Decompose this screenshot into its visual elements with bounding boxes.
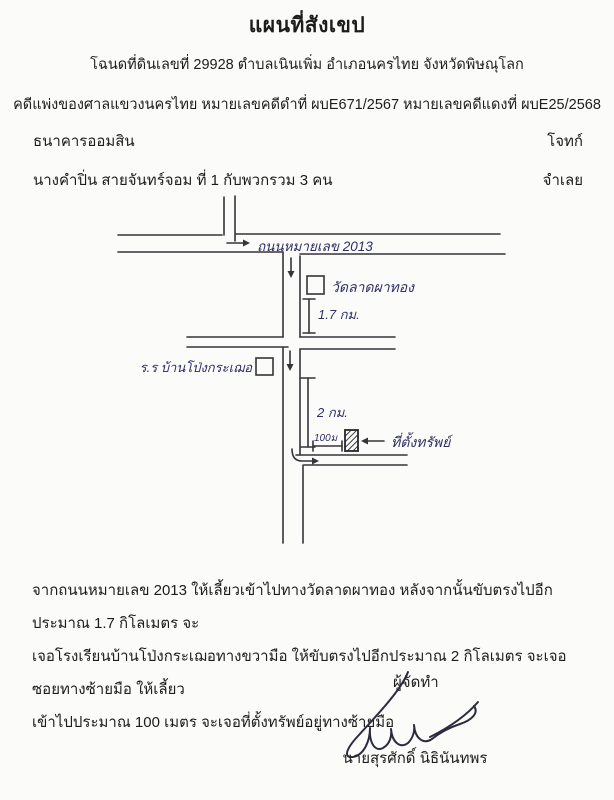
school-square-icon [256,358,273,375]
temple-distance-label: 1.7 กม. [318,307,360,322]
property-hatched-rect [345,430,358,451]
distance-marker-1-7km [303,299,315,333]
cross-road [187,337,395,349]
defendant-role: จำเลย [542,172,583,189]
page-title: แผนที่สังเขป [248,14,366,37]
property-distance-label: 100ม [314,433,338,444]
south-road [283,252,303,543]
deed-info-line: โฉนดที่ดินเลขที่ 29928 ตำบลเนินเพิ่ม อำเภอนครไทย จังหวัดพิษณุโลก [90,57,524,73]
handwritten-signature [0,660,614,800]
east-direction-arrow-icon [227,240,250,247]
preparer-name: นายสุรศักดิ์ นิธินันทพร [342,750,488,767]
property-pointer-arrow-icon [361,438,384,445]
directions-line: เข้าไปประมาณ 100 เมตร จะเจอที่ตั้งทรัพย์อยู่ทางซ้ายมือ [32,714,395,731]
temple-label: วัดลาดผาทอง [331,279,415,295]
plaintiff-role: โจทก์ [547,133,583,150]
soi-distance-label: 2 กม. [317,405,348,420]
preparer-label: ผู้จัดทำ [393,674,439,691]
school-label: ร.ร บ้านโป่งกระเฌอ [139,360,252,375]
south-direction-arrow2-icon [287,351,294,371]
plaintiff-name: ธนาคารออมสิน [33,133,135,150]
temple-square-icon [307,276,324,294]
distance-marker-2km [301,378,315,447]
signature-stroke [347,672,476,757]
turn-left-arrow-icon [292,449,319,465]
property-label: ที่ตั้งทรัพย์ [391,434,451,450]
defendant-row [33,168,583,192]
case-info-line: คดีแพ่งของศาลแขวงนครไทย หมายเลขคดีดำที่ ผบE671/2567 หมายเลขคดีแดงที่ ผบE25/2568 [13,97,601,113]
plaintiff-row [33,129,583,153]
sketch-map [0,190,614,560]
highway-label: ถนนหมายเลข 2013 [257,239,373,254]
defendant-name: นางคำปิ่น สายจันทร์จอม ที่ 1 กับพวกรวม 3 คน [33,172,333,189]
directions-line: เจอโรงเรียนบ้านโป่งกระเฌอทางขวามือ ให้ขับตรงไปอีกประมาณ 2 กิโลเมตร จะเจอซอยทางซ้ายมือ ให้เลี้ยว [32,648,567,698]
directions-line: จากถนนหมายเลข 2013 ให้เลี้ยวเข้าไปทางวัดลาดผาทอง หลังจากนั้นขับตรงไปอีกประมาณ 1.7 กิโลเมตร จะ [32,582,553,632]
south-direction-arrow-icon [288,258,295,278]
